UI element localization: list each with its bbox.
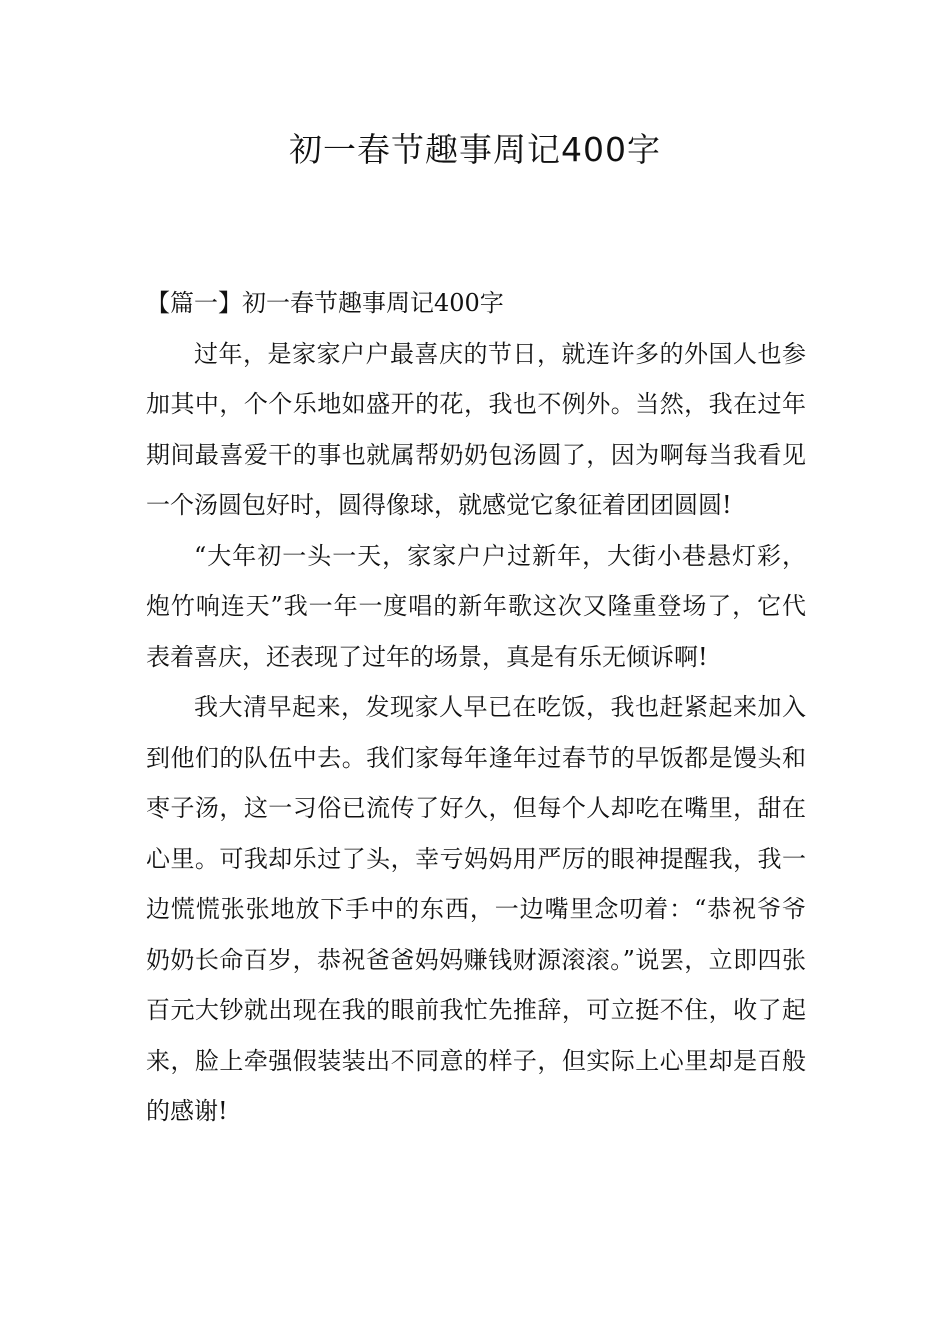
section-heading: 【篇一】初一春节趣事周记400字 bbox=[146, 289, 504, 317]
document-title: 初一春节趣事周记400字 bbox=[289, 130, 661, 169]
paragraph-1: 过年，是家家户户最喜庆的节日，就连许多的外国人也参加其中，个个乐地如盛开的花，我也不例外。当然，我在过年期间最喜爱干的事也就属帮奶奶包汤圆了，因为啊每当我看见一个汤圆包好时，圆得像球，就感觉它象征着团团圆圆! bbox=[146, 339, 806, 519]
paragraph-3: 我大清早起来，发现家人早已在吃饭，我也赶紧起来加入到他们的队伍中去。我们家每年逢年过春节的早饭都是馒头和枣子汤，这一习俗已流传了好久，但每个人却吃在嘴里，甜在心里。可我却乐过了头，幸亏妈妈用严厉的眼神提醒我，我一边慌慌张张地放下手中的东西，一边嘴里念叨着：“恭祝爷爷奶奶长命百岁，恭祝爸爸妈妈赚钱财源滚滚。”说罢，立即四张百元大钞就出现在我的眼前我忙先推辞，可立挺不住，收了起来，脸上牵强假装装出不同意的样子，但实际上心里却是百般的感谢! bbox=[146, 693, 806, 1125]
paragraph-2: “大年初一头一天，家家户户过新年，大街小巷悬灯彩，炮竹响连天”我一年一度唱的新年歌这次又隆重登场了，它代表着喜庆，还表现了过年的场景，真是有乐无倾诉啊! bbox=[146, 541, 806, 671]
document-body bbox=[146, 278, 806, 1137]
